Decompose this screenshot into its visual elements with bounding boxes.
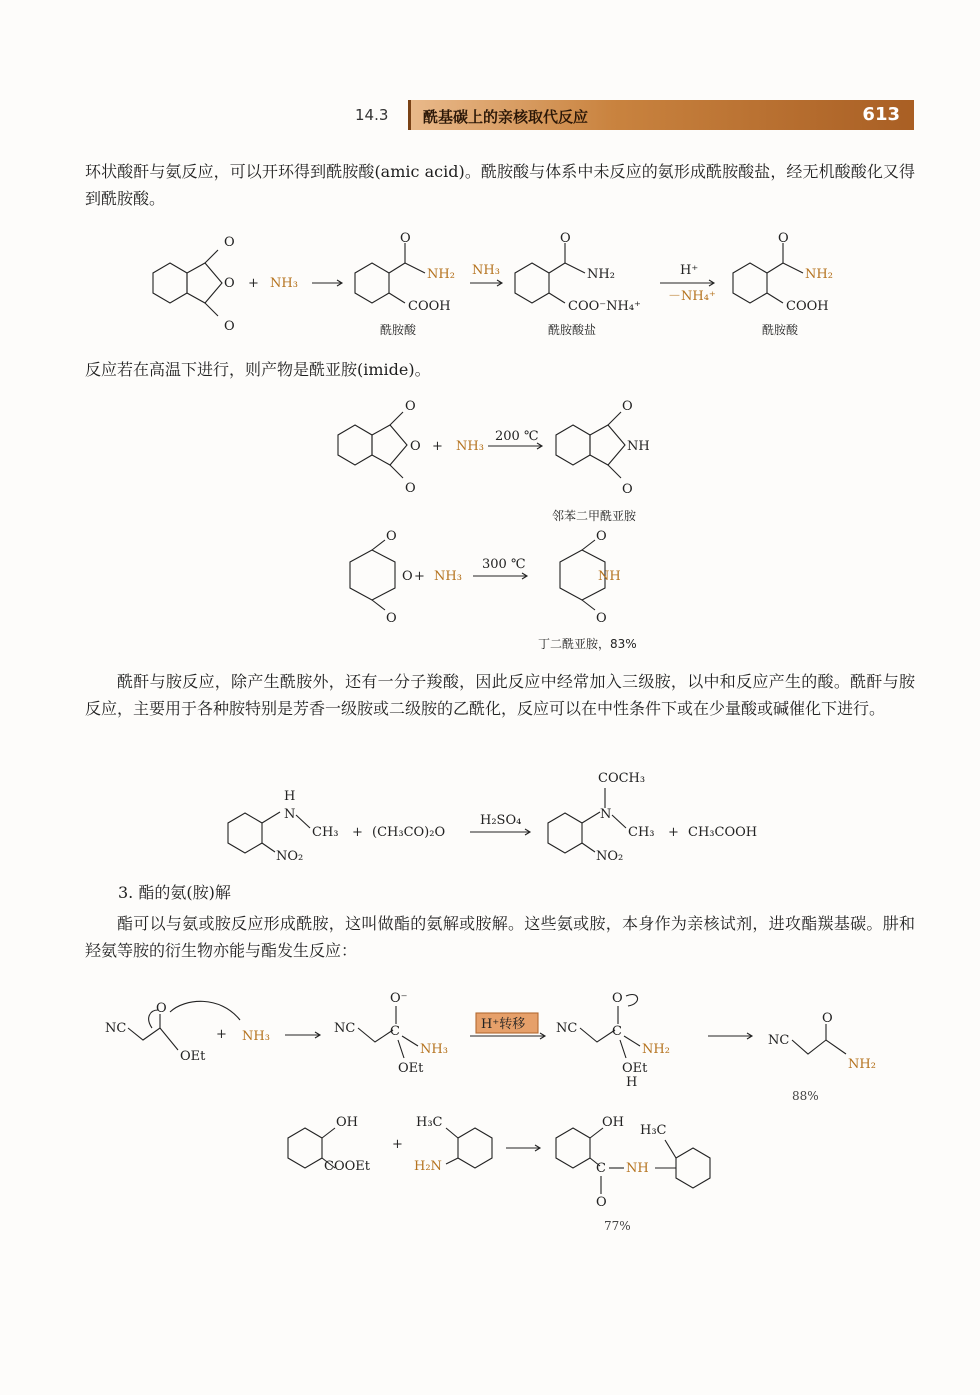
page-number: 613: [862, 104, 900, 125]
ammonia-label: NH₃: [456, 439, 484, 454]
condition-200c: 200 ℃: [495, 429, 539, 444]
nc-label: NC: [556, 1021, 578, 1036]
benzene-ring: [515, 263, 549, 303]
subheading-ester-aminolysis: 3. 酯的氨(胺)解: [118, 883, 231, 902]
benzene-ring: [355, 263, 389, 303]
o-minus-label: O⁻: [390, 991, 408, 1006]
ammonia-label: NH₃: [434, 569, 462, 584]
cooet-label: COOEt: [324, 1159, 370, 1174]
o-label: O: [560, 231, 571, 246]
section-title: 酰基碳上的亲核取代反应: [423, 108, 589, 126]
o-label: O: [822, 1011, 833, 1026]
paragraph-imide: 反应若在高温下进行，则产物是酰亚胺(imide)。: [85, 360, 431, 379]
oh-label: OH: [336, 1115, 358, 1130]
nh3-plus-label: NH₃: [420, 1042, 448, 1057]
c-label: C: [596, 1161, 606, 1176]
catalyst-label: H₂SO₄: [480, 813, 522, 828]
benzene-ring: [548, 813, 582, 853]
cooh-label: COOH: [408, 299, 451, 314]
o-label: O: [596, 611, 607, 626]
plus-sign: +: [668, 825, 679, 840]
o-label: O: [622, 482, 633, 497]
nh-label: NH: [627, 439, 650, 454]
paragraph-anhydride-amine: 酰酐与胺反应，除产生酰胺外，还有一分子羧酸，因此反应中经常加入三级胺，以中和反应产生的酸。酰酐与胺反应，主要用于各种胺特别是芳香一级胺或二级胺的乙酰化，反应可以在中性条件下或在少量酸或碱催化下进行。: [85, 672, 915, 718]
ammonia-label: NH₃: [270, 276, 298, 291]
cooh-label: COOH: [786, 299, 829, 314]
nc-label: NC: [334, 1021, 356, 1036]
nh2-label: NH₂: [587, 267, 615, 282]
nh2-label: NH₂: [642, 1042, 670, 1057]
nh-label: NH: [598, 569, 621, 584]
o-label: O: [156, 1001, 167, 1016]
o-label: O: [386, 611, 397, 626]
no2-label: NO₂: [276, 849, 304, 864]
oet-label: OEt: [398, 1061, 424, 1076]
yield-label: 88%: [792, 1089, 819, 1103]
nc-label: NC: [105, 1021, 127, 1036]
acetyl-label: COCH₃: [598, 771, 646, 786]
benzene-ring: [288, 1128, 322, 1168]
paragraph-ester-aminolysis: 酯可以与氨或胺反应形成酰胺，这叫做酯的氨解或胺解。这些氨或胺，本身作为亲核试剂，进攻酯羰基碳。肼和羟氨等胺的衍生物亦能与酯发生反应：: [85, 914, 915, 960]
anhydride-ring: [372, 425, 407, 465]
c-label: C: [612, 1024, 622, 1039]
benzene-ring: [676, 1148, 710, 1188]
section-number: 14.3: [355, 106, 389, 124]
h-label: H: [284, 789, 296, 804]
acetic-anhydride-label: (CH₃CO)₂O: [372, 825, 446, 840]
h3c-label: H₃C: [416, 1115, 443, 1130]
o-label: O: [224, 235, 235, 250]
scheme-acetylation: [228, 771, 757, 864]
benzene-ring: [733, 263, 767, 303]
o-label: O: [402, 569, 413, 584]
anhydride-ring: [187, 263, 222, 303]
caption-amic-acid: 酰胺酸: [762, 323, 799, 337]
plus-sign: +: [414, 569, 425, 584]
caption-amic-acid-salt: 酰胺酸盐: [548, 323, 597, 337]
condition-300c: 300 ℃: [482, 557, 526, 572]
o-label: O: [386, 529, 397, 544]
plus-sign: +: [432, 439, 443, 454]
o-label: O: [612, 991, 623, 1006]
nh2-label: NH₂: [805, 267, 833, 282]
paragraph-amic-acid: 环状酸酐与氨反应，可以开环得到酰胺酸(amic acid)。酰胺酸与体系中未反应的氨形成酰胺酸盐，经无机酸酸化又得到酰胺酸。: [85, 162, 915, 208]
yield-label: 77%: [604, 1219, 631, 1233]
nc-label: NC: [768, 1033, 790, 1048]
plus-sign: +: [216, 1027, 227, 1042]
o-label: O: [224, 319, 235, 334]
ammonia-label: NH₃: [242, 1029, 270, 1044]
imide-ring: [590, 425, 625, 465]
ammonia-over-arrow: NH₃: [472, 263, 500, 278]
benzene-ring: [153, 263, 187, 303]
nh2-label: NH₂: [427, 267, 455, 282]
h-transfer-label: H⁺转移: [481, 1017, 526, 1032]
caption-amic-acid: 酰胺酸: [380, 323, 417, 337]
scheme-salicylate: [288, 1115, 710, 1233]
benzene-ring: [458, 1128, 492, 1168]
o-label: O: [405, 399, 416, 414]
no2-label: NO₂: [596, 849, 624, 864]
h-label: H: [626, 1075, 638, 1090]
n-label: N: [284, 807, 296, 822]
o-label: O: [778, 231, 789, 246]
caption-succinimide: 丁二酰亚胺，83%: [538, 637, 637, 651]
nh-label: NH: [626, 1161, 649, 1176]
succinic-ring: [350, 550, 395, 600]
benzene-ring: [228, 813, 262, 853]
n-label: N: [600, 807, 612, 822]
plus-sign: +: [352, 825, 363, 840]
o-label: O: [596, 1195, 607, 1210]
o-label: O: [622, 399, 633, 414]
plus-sign: +: [248, 276, 259, 291]
benzene-ring: [556, 425, 590, 465]
caption-phthalimide: 邻苯二甲酰亚胺: [552, 509, 637, 523]
c-label: C: [390, 1024, 400, 1039]
o-label: O: [410, 439, 421, 454]
o-label: O: [224, 276, 235, 291]
o-label: O: [400, 231, 411, 246]
ch3-label: CH₃: [312, 825, 339, 840]
nh2-label: NH₂: [848, 1057, 876, 1072]
scheme-amic-acid: [153, 231, 833, 337]
h3c-label: H₃C: [640, 1123, 667, 1138]
oh-label: OH: [602, 1115, 624, 1130]
coo-nh4-label: COO⁻NH₄⁺: [568, 299, 641, 314]
scheme-imide: [338, 399, 650, 651]
o-label: O: [405, 481, 416, 496]
o-label: O: [596, 529, 607, 544]
scheme-mechanism: [105, 991, 876, 1103]
benzene-ring: [338, 425, 372, 465]
acetic-acid-label: CH₃COOH: [688, 825, 758, 840]
benzene-ring: [556, 1128, 590, 1168]
plus-sign: +: [392, 1137, 403, 1152]
oet-label: OEt: [622, 1061, 648, 1076]
oet-label: OEt: [180, 1049, 206, 1064]
ch3-label: CH₃: [628, 825, 655, 840]
minus-nh4-label: －NH₄⁺: [668, 289, 716, 304]
h2n-label: H₂N: [414, 1159, 442, 1174]
h-plus-label: H⁺: [680, 263, 699, 278]
